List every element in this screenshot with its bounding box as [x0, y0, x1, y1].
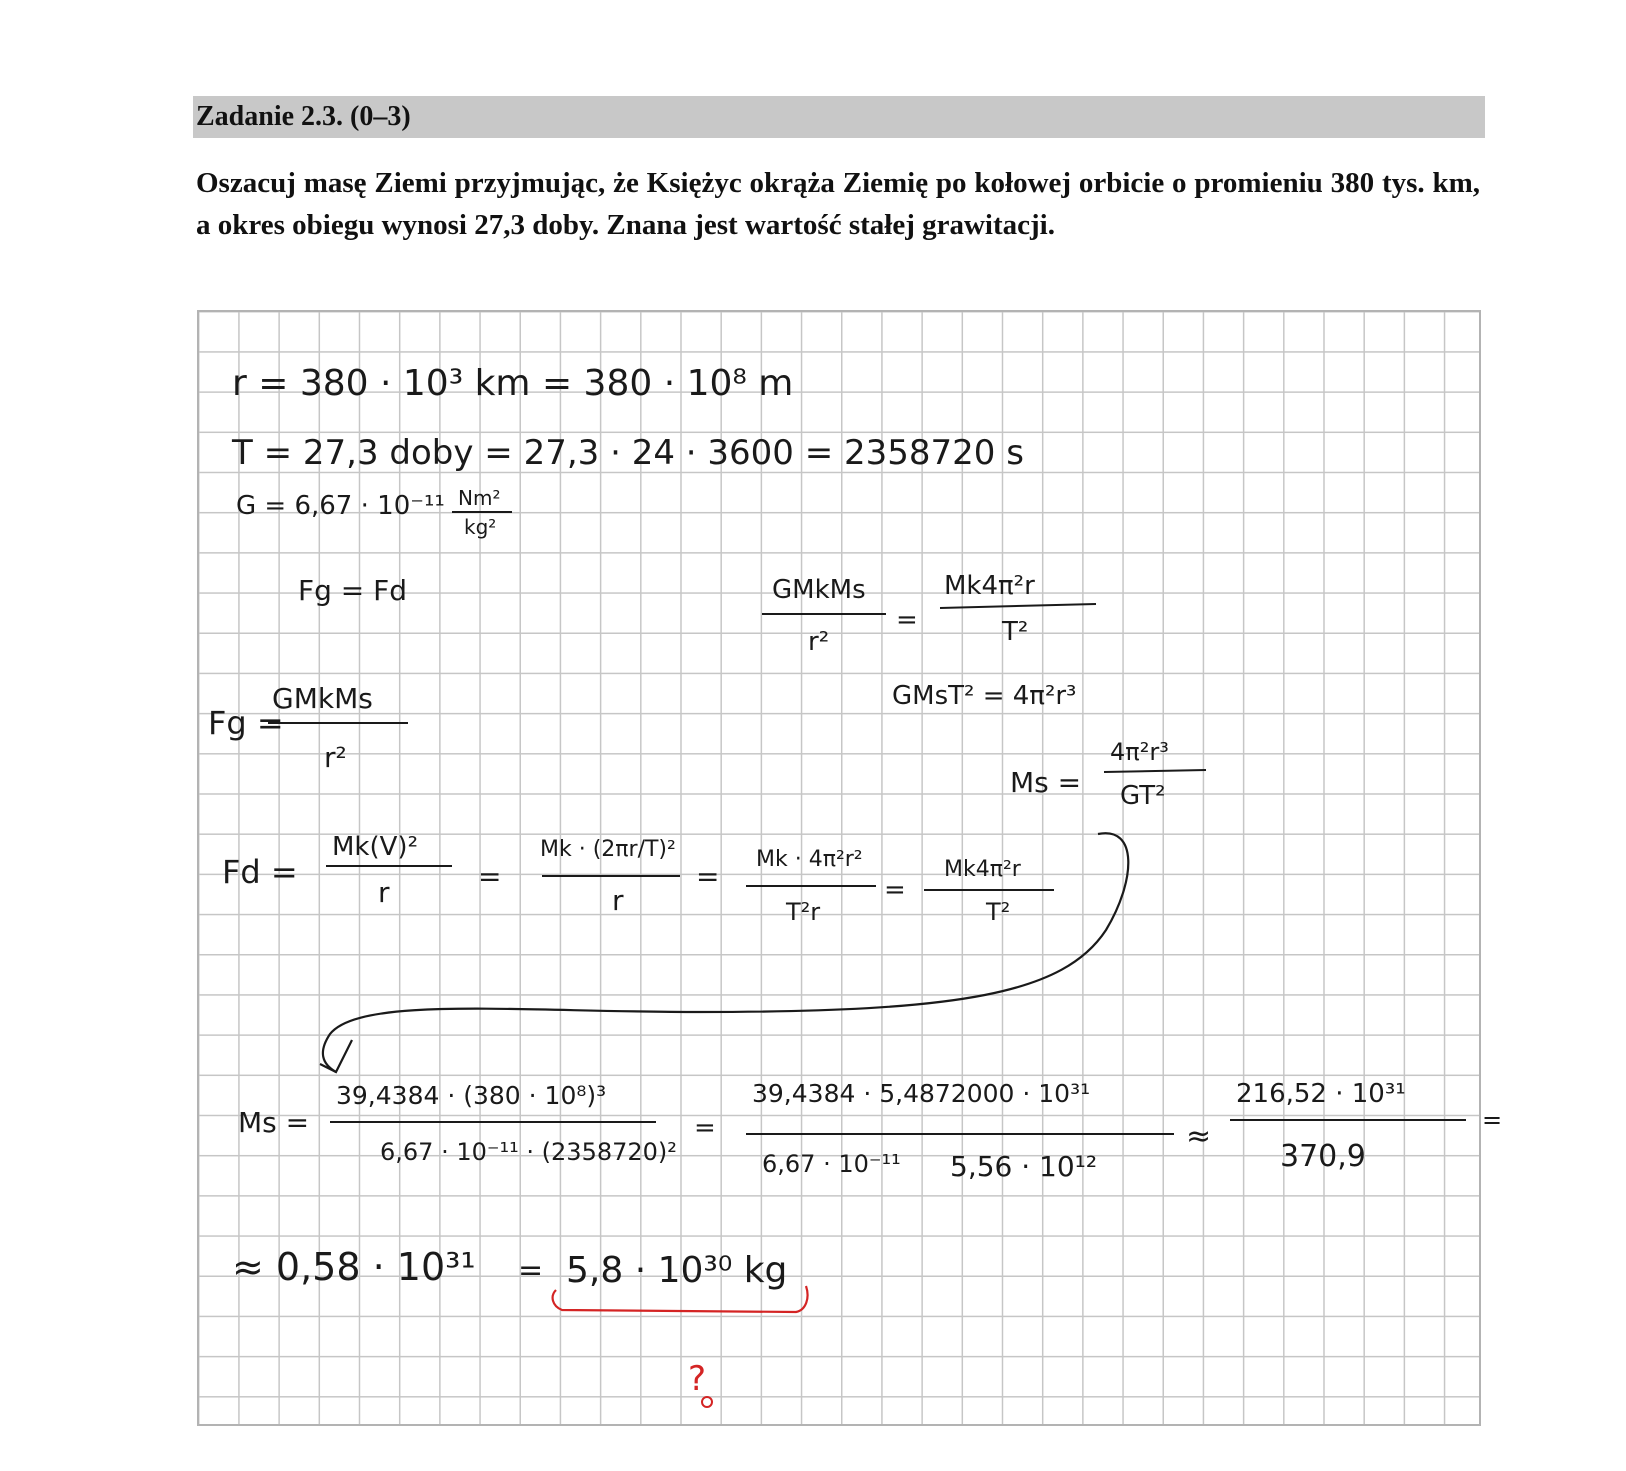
- fd-f2-denominator: r: [612, 884, 624, 917]
- eq-sign: =: [896, 605, 918, 635]
- result-approximation: ≈ 0,58 · 10³¹: [232, 1245, 476, 1289]
- calc-f2-denominator-a: 6,67 · 10⁻¹¹: [762, 1150, 901, 1178]
- eq-left-denominator: r²: [808, 627, 830, 657]
- fd-equals-2: =: [696, 860, 720, 893]
- fd-equals-1: =: [478, 860, 502, 893]
- g-unit-numerator: Nm²: [458, 486, 501, 510]
- given-period: T = 27,3 doby = 27,3 · 24 · 3600 = 2358720 s: [232, 433, 1024, 473]
- fd-f3-denominator: T²r: [786, 898, 821, 926]
- calc-lhs: Ms =: [238, 1106, 310, 1139]
- fd-f2-numerator: Mk · (2πr/T)²: [540, 837, 676, 862]
- grader-question-mark: ?: [688, 1359, 707, 1399]
- given-radius: r = 380 · 10³ km = 380 · 10⁸ m: [232, 363, 794, 404]
- eq-left-numerator: GMkMs: [772, 575, 866, 605]
- result-equals: =: [518, 1253, 544, 1288]
- fd-lhs: Fd =: [222, 853, 298, 891]
- eq-right-numerator: Mk4π²r: [944, 571, 1035, 601]
- eq-right-denominator: T²: [1002, 617, 1029, 647]
- task-instructions: Oszacuj masę Ziemi przyjmując, że Księżyc okrąża Ziemię po kołowej orbicie o promieniu 380 tys. km, a okres obiegu wynosi 27,3 doby. Znana jest wartość stałej grawitacji.: [196, 167, 1480, 241]
- g-unit-denominator: kg²: [464, 515, 497, 539]
- task-title: Zadanie 2.3. (0–3): [193, 96, 1485, 138]
- ms-formula-fraction-line: [1104, 770, 1206, 772]
- force-balance: Fg = Fd: [298, 574, 408, 607]
- fd-f4-denominator: T²: [986, 898, 1011, 926]
- calc-f3-numerator: 216,52 · 10³¹: [1236, 1079, 1406, 1109]
- gmst-equation: GMsT² = 4π²r³: [892, 681, 1077, 711]
- calc-f1-numerator: 39,4384 · (380 · 10⁸)³: [336, 1081, 607, 1110]
- fg-numerator: GMkMs: [272, 682, 373, 715]
- grader-marks: [553, 1286, 808, 1407]
- fd-f1-denominator: r: [378, 876, 390, 909]
- ms-formula-numerator: 4π²r³: [1110, 738, 1169, 766]
- fg-lhs: Fg =: [208, 704, 284, 742]
- fd-f3-numerator: Mk · 4π²r²: [756, 847, 863, 872]
- calc-f2-denominator-b: 5,56 · 10¹²: [950, 1150, 1098, 1183]
- eq-right-fraction-line: [940, 604, 1096, 608]
- ms-formula-denominator: GT²: [1120, 781, 1166, 811]
- calc-f3-denominator: 370,9: [1280, 1139, 1366, 1174]
- fd-f4-numerator: Mk4π²r: [944, 857, 1021, 882]
- ms-formula-lhs: Ms =: [1010, 766, 1082, 799]
- fd-f1-numerator: Mk(V)²: [332, 832, 418, 862]
- calc-f1-denominator: 6,67 · 10⁻¹¹ · (2358720)²: [380, 1138, 677, 1166]
- grader-dot: [702, 1397, 712, 1407]
- calc-equals: =: [694, 1113, 716, 1143]
- calc-f2-numerator: 39,4384 · 5,4872000 · 10³¹: [752, 1079, 1091, 1108]
- fd-equals-3: =: [884, 875, 906, 905]
- fg-denominator: r²: [324, 741, 347, 774]
- calc-end-equals: =: [1482, 1106, 1503, 1134]
- result-final-value: 5,8 · 10³⁰ kg: [566, 1250, 788, 1291]
- calc-approx: ≈: [1186, 1119, 1212, 1154]
- given-gravitational-constant: G = 6,67 · 10⁻¹¹: [236, 491, 445, 521]
